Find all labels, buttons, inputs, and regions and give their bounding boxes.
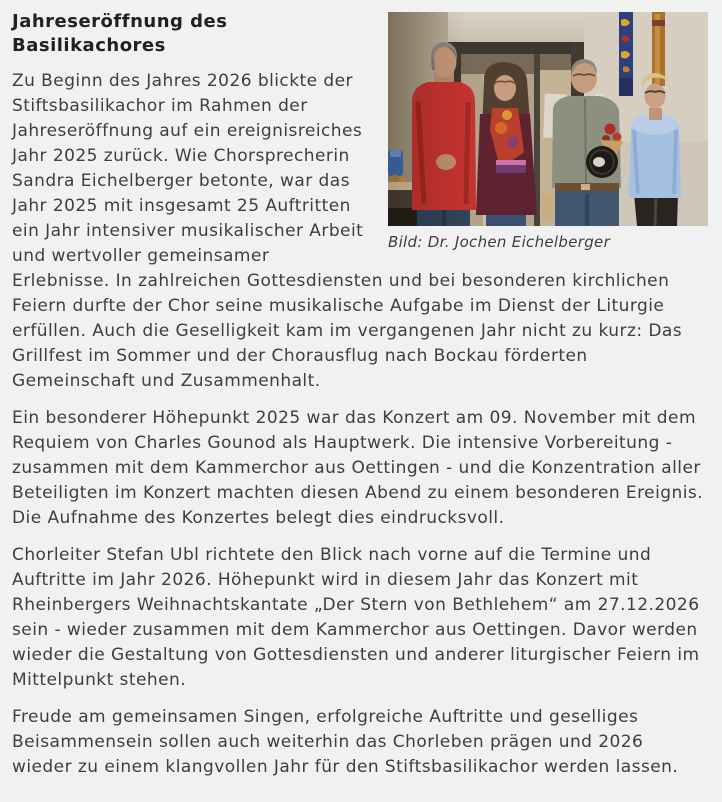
choir-group-photo-graphic <box>388 12 708 226</box>
page-title: Jahreseröffnung des Basilikachores <box>12 11 228 56</box>
article-paragraph-4: Freude am gemeinsamen Singen, erfolgreiche Auftritte und geselliges Beisammensein sollen auch weiterhin das Chorleben prägen und 2026 wieder zu einem klangvollen Jahr für den Stiftsbasilikachor werden lassen. <box>12 707 679 777</box>
article-paragraph-3: Chorleiter Stefan Ubl richtete den Blick nach vorne auf die Termine und Auftritte im Jahr 2026. Höhepunkt wird in diesem Jahr das Konzert mit Rheinbergers Weihnachtskantate „Der Stern von Bethlehem“ am 27.12.2026 sein - wieder zusammen mit dem Kammerchor aus Oettingen. Davor werden wieder die Gestaltung von Gottesdiensten und anderer liturgischer Feiern im Mittelpunkt stehen. <box>12 545 700 690</box>
news-article <box>12 10 708 780</box>
article-paragraph-2: Ein besonderer Höhepunkt 2025 war das Konzert am 09. November mit dem Requiem von Charles Gounod als Hauptwerk. Die intensive Vorbereitung - zusammen mit dem Kammerchor aus Oettingen - und die Konzentration aller Beteiligten im Konzert machten diesen Abend zu einem besonderen Ereignis. Die Aufnahme des Konzertes belegt dies eindrucksvoll. <box>12 408 704 528</box>
photo-caption: Bild: Dr. Jochen Eichelberger <box>388 233 611 251</box>
article-paragraph-1: Zu Beginn des Jahres 2026 blickte der Stiftsbasilikachor im Rahmen der Jahreseröffnung auf ein ereignisreiches Jahr 2025 zurück. Wie Chorsprecherin Sandra Eichelberger betonte, war das Jahr 2025 mit insgesamt 25 Auftritten ein Jahr intensiver musikalischer Arbeit und wertvoller gemeinsamer Erlebnisse. In zahlreichen Gottesdiensten und bei besonderen kirchlichen Feiern durfte der Chor seine musikalische Aufgabe im Dienst der Liturgie erfüllen. Auch die Geselligkeit kam im vergangenen Jahr nicht zu kurz: Das Grillfest im Sommer und der Chorausflug nach Bockau förderten Gemeinschaft und Zusammenhalt. <box>12 71 683 391</box>
article-photo-figure <box>388 12 708 252</box>
photo-vignette <box>388 12 708 226</box>
choir-group-photo <box>388 12 708 226</box>
